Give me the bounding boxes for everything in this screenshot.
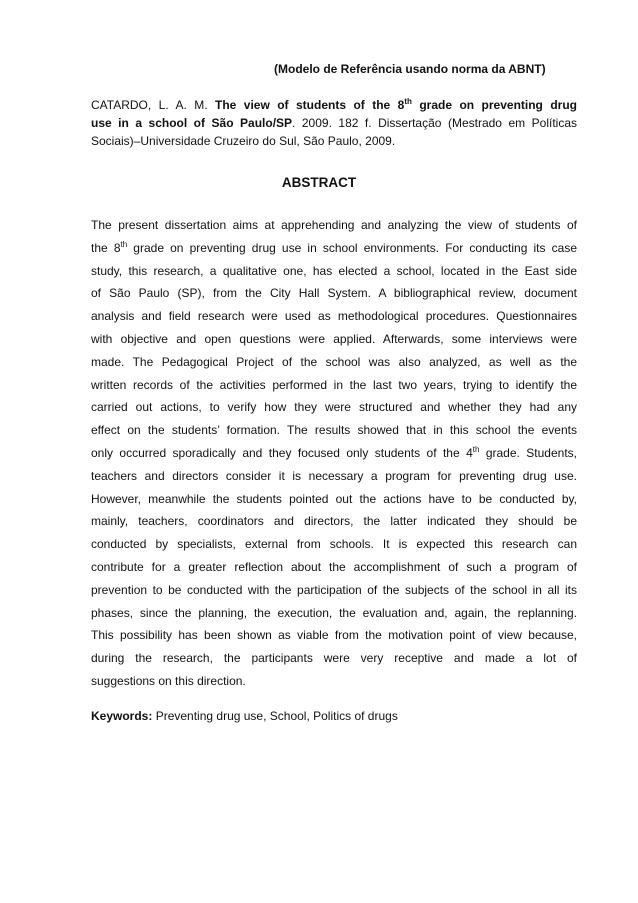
abstract-line: phases, since the planning, the execution, the evaluation and, again, the replanning.	[91, 605, 577, 620]
reference-authors: CATARDO, L. A. M.	[91, 98, 215, 112]
keywords	[91, 709, 398, 723]
abstract-line: during the research, the participants were very receptive and made a lot of	[91, 651, 577, 666]
abstract-line: the 8th grade on preventing drug use in school environments. For conducting its case	[91, 239, 577, 255]
abstract-line: conducted by specialists, external from schools. It is expected this research can	[91, 537, 577, 552]
abstract-line: teachers and directors consider it is necessary a program for preventing drug use.	[91, 468, 577, 483]
reference-line	[91, 96, 577, 114]
abstract-line: mainly, teachers, coordinators and directors, the latter indicated they should be	[91, 514, 577, 529]
abstract-line: prevention to be conducted with the participation of the subjects of the school in all its	[91, 582, 577, 597]
abstract-line: The present dissertation aims at apprehending and analyzing the view of students of	[91, 218, 577, 232]
keywords-text: Preventing drug use, School, Politics of drugs	[152, 709, 398, 723]
reference-title: use in a school of São Paulo/SP	[91, 116, 293, 130]
reference-model-note: (Modelo de Referência usando norma da ABNT)	[274, 62, 546, 76]
abstract-line: analysis and field research were used as methodological procedures. Questionnaires	[91, 309, 577, 324]
reference-title: The view of students of the 8th grade on preventing drug	[215, 97, 577, 112]
abstract-line: This possibility has been shown as viable from the motivation point of view because,	[91, 628, 577, 643]
reference-details: . 2009. 182 f. Dissertação (Mestrado em Políticas	[292, 116, 577, 130]
reference-line: Sociais)–Universidade Cruzeiro do Sul, São Paulo, 2009.	[91, 134, 396, 148]
reference-line	[91, 114, 577, 132]
abstract-line: only occurred sporadically and they focused only students of the 4th grade. Students,	[91, 444, 577, 460]
abstract-line: suggestions on this direction.	[91, 673, 246, 688]
abstract-line: written records of the activities performed in the last two years, trying to identify the	[91, 377, 577, 392]
abstract-line: effect on the students’ formation. The results showed that in this school the events	[91, 423, 577, 438]
abstract-line: However, meanwhile the students pointed out the actions have to be conducted by,	[91, 491, 577, 506]
abstract-line: made. The Pedagogical Project of the school was also analyzed, as well as the	[91, 354, 577, 369]
abstract-line: of São Paulo (SP), from the City Hall System. A bibliographical review, document	[91, 286, 577, 301]
abstract-line: contribute for a greater reflection about the accomplishment of such a program of	[91, 559, 577, 574]
abstract-body	[91, 214, 577, 693]
abstract-line: with objective and open questions were applied. Afterwards, some interviews were	[91, 331, 577, 346]
keywords-label: Keywords:	[91, 709, 153, 723]
abstract-line: study, this research, a qualitative one, has elected a school, located in the East side	[91, 263, 577, 278]
bibliographic-reference	[91, 96, 577, 150]
abstract-line: carried out actions, to verify how they were structured and whether they had any	[91, 400, 577, 415]
abstract-heading: ABSTRACT	[281, 175, 357, 190]
